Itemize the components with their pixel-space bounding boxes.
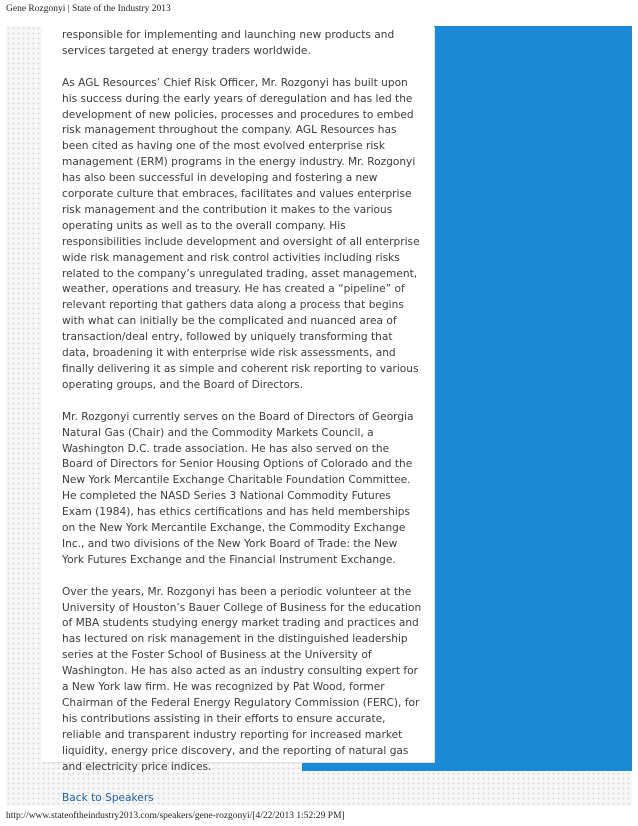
bio-paragraph-3: Mr. Rozgonyi currently serves on the Board of Directors of Georgia Natural Gas (Chair) and the Commodity Markets Council, a Washington D.C. trade association. He has also served on the Board of Directors for Senior Housing Options of Colorado and the New York Mercantile Exchange Charitable Foundation Committee. He completed the NASD Series 3 National Commodity Futures Exam (1984), has ethics certifications and has held memberships on the New York Mercantile Exchange, the Commodity Exchange Inc., and two divisions of the New York Board of Trade: the New York Futures Exchange and the Financial Instrument Exchange. — [62, 410, 414, 566]
print-header: Gene Rozgonyi | State of the Industry 2013 — [6, 4, 171, 14]
bio-paragraph-2: As AGL Resources’ Chief Risk Officer, Mr. Rozgonyi has built upon his success during the early years of deregulation and has led the development of new policies, processes and procedures to embed risk management throughout the company. AGL Resources has been cited as having one of the most evolved enterprise risk management (ERM) programs in the energy industry. Mr. Rozgonyi has also been successful in developing and fostering a new corporate culture that embraces, facilitates and values enterprise risk management and the contribution it makes to the various operating units as well as to the overall company. His responsibilities include development and oversight of all enterprise wide risk management and risk control activities including risks related to the company’s unregulated trading, asset management, weather, operations and treasury. He has created a “pipeline” of relevant reporting that gathers data along a process that begins with what can initially be the complicated and nuanced area of transaction/deal entry, followed by uniquely transforming that data, broadening it with enterprise wide risk assessments, and finally delivering it as simple and coherent risk reporting to various operating groups, and the Board of Directors. — [62, 76, 420, 391]
back-to-speakers-link[interactable]: Back to Speakers — [62, 792, 154, 805]
bio-paragraph-4: Over the years, Mr. Rozgonyi has been a periodic volunteer at the University of Houston’s Bauer College of Business for the education of MBA students studying energy market trading and practices and has lectured on risk management in the distinguished leadership series at the Foster School of Business at the University of Washington. He has also acted as an industry consulting expert for a New York law firm. He was recognized by Pat Wood, former Chairman of the Federal Energy Regulatory Commission (FERC), for his contributions assisting in their efforts to ensure accurate, reliable and transparent industry reporting for increased market liquidity, energy price discovery, and the reporting of natural gas and electricity price indices. — [62, 585, 422, 773]
bio-paragraph-1: responsible for implementing and launching new products and services targeted at energy traders worldwide. — [62, 29, 395, 57]
speaker-bio — [62, 28, 422, 823]
print-footer-url: http://www.stateoftheindustry2013.com/speakers/gene-rozgonyi/[4/22/2013 1:52:29 PM] — [6, 811, 345, 821]
